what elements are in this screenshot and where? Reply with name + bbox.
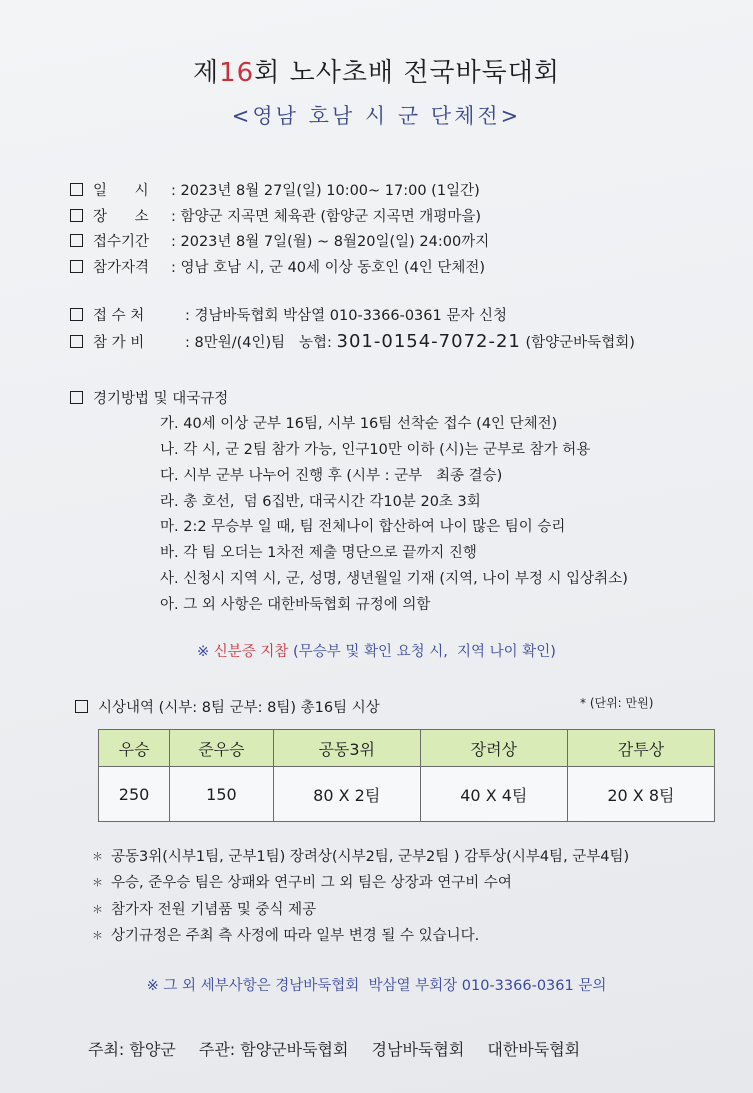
info-eligibility: 참가자격 : 영남 호남 시, 군 40세 이상 동호인 (4인 단체전) — [70, 256, 485, 277]
edition-number: 16 — [219, 58, 255, 88]
footer-org3: 대한바둑협회 — [487, 1040, 581, 1059]
page-title: 제16회 노사초배 전국바둑대회 — [192, 58, 561, 88]
checkbox-icon — [70, 335, 83, 348]
footer-organizers — [88, 1037, 598, 1060]
bullet-item: ＊ 상기규정은 주최 측 사정에 따라 일부 변경 될 수 있습니다. — [92, 928, 480, 944]
bank-account: 301-0154-7072-21 — [336, 331, 521, 352]
prize-cell: 공동3위 — [273, 730, 420, 767]
footer-org2: 경남바둑협회 — [371, 1040, 465, 1059]
unit-note: * (단위: 만원) — [580, 696, 654, 710]
info-reception: 접 수 처 : 경남바둑협회 박삼열 010-3366-0361 문자 신청 — [70, 304, 507, 325]
rule-item: 라. 총 호선, 덤 6집반, 대국시간 각10분 20초 3회 — [160, 494, 481, 510]
info-date: 일 시 : 2023년 8월 27일(일) 10:00~ 17:00 (1일간) — [70, 179, 480, 200]
checkbox-icon — [70, 234, 83, 247]
prize-table — [98, 729, 715, 822]
prize-value-row — [99, 767, 715, 822]
asterisk-icon: ＊ — [92, 850, 103, 863]
id-card-note: ※ 신분증 지참 (무승부 및 확인 요청 시, 지역 나이 확인) — [197, 644, 556, 660]
info-fee: 참 가 비 : 8만원/(4인)팀 농협: 301-0154-7072-21 (함양군바둑협회) — [70, 331, 635, 352]
contact-note: ※ 그 외 세부사항은 경남바둑협회 박삼열 부회장 010-3366-0361 문의 — [146, 978, 607, 994]
prize-cell: 250 — [99, 767, 170, 822]
prize-cell: 장려상 — [420, 730, 567, 767]
bullet-item: ＊ 공동3위(시부1팀, 군부1팀) 장려상(시부2팀, 군부2팀 ) 감투상(시부4팀, 군부4팀) — [92, 849, 630, 865]
prize-cell: 우승 — [99, 730, 170, 767]
footer-organizer: 주관: 함양군바둑협회 — [198, 1040, 349, 1059]
bullet-item: ＊ 우승, 준우승 팀은 상패와 연구비 그 외 팀은 상장과 연구비 수여 — [92, 875, 512, 891]
rule-item: 다. 시부 군부 나누어 진행 후 (시부 : 군부 최종 결승) — [160, 468, 503, 484]
info-period: 접수기간 : 2023년 8월 7일(월) ~ 8월20일(일) 24:00까지 — [70, 230, 489, 251]
prize-header-row — [99, 730, 715, 767]
rule-item: 사. 신청시 지역 시, 군, 성명, 생년월일 기재 (지역, 나이 부정 시 입상취소) — [160, 571, 628, 587]
checkbox-icon — [70, 183, 83, 196]
checkbox-icon — [75, 700, 88, 713]
prize-header: 시상내역 (시부: 8팀 군부: 8팀) 총16팀 시상 — [75, 696, 380, 717]
prize-cell: 40 X 4팀 — [420, 767, 567, 822]
prize-cell: 150 — [170, 767, 274, 822]
checkbox-icon — [70, 391, 83, 404]
rule-item: 나. 각 시, 군 2팀 참가 가능, 인구10만 이하 (시)는 군부로 참가 허용 — [160, 442, 591, 458]
checkbox-icon — [70, 209, 83, 222]
rules-header: 경기방법 및 대국규정 — [70, 387, 228, 408]
rule-item: 가. 40세 이상 군부 16팀, 시부 16팀 선착순 접수 (4인 단체전) — [160, 416, 558, 432]
asterisk-icon: ＊ — [92, 929, 103, 942]
bullet-item: ＊ 참가자 전원 기념품 및 중식 제공 — [92, 902, 317, 918]
checkbox-icon — [70, 260, 83, 273]
prize-cell: 준우승 — [170, 730, 274, 767]
asterisk-icon: ＊ — [92, 903, 103, 916]
footer-host: 주최: 함양군 — [88, 1040, 176, 1059]
rule-item: 바. 각 팀 오더는 1차전 제출 명단으로 끝까지 진행 — [160, 545, 477, 561]
rule-item: 마. 2:2 무승부 일 때, 팀 전체나이 합산하여 나이 많은 팀이 승리 — [160, 519, 566, 535]
prize-cell: 감투상 — [567, 730, 714, 767]
prize-cell: 20 X 8팀 — [567, 767, 714, 822]
checkbox-icon — [70, 308, 83, 321]
prize-cell: 80 X 2팀 — [273, 767, 420, 822]
page-subtitle: <영남 호남 시 군 단체전> — [231, 104, 522, 128]
info-venue: 장 소 : 함양군 지곡면 체육관 (함양군 지곡면 개평마을) — [70, 205, 481, 226]
asterisk-icon: ＊ — [92, 876, 103, 889]
rule-item: 아. 그 외 사항은 대한바둑협회 규정에 의함 — [160, 597, 431, 613]
